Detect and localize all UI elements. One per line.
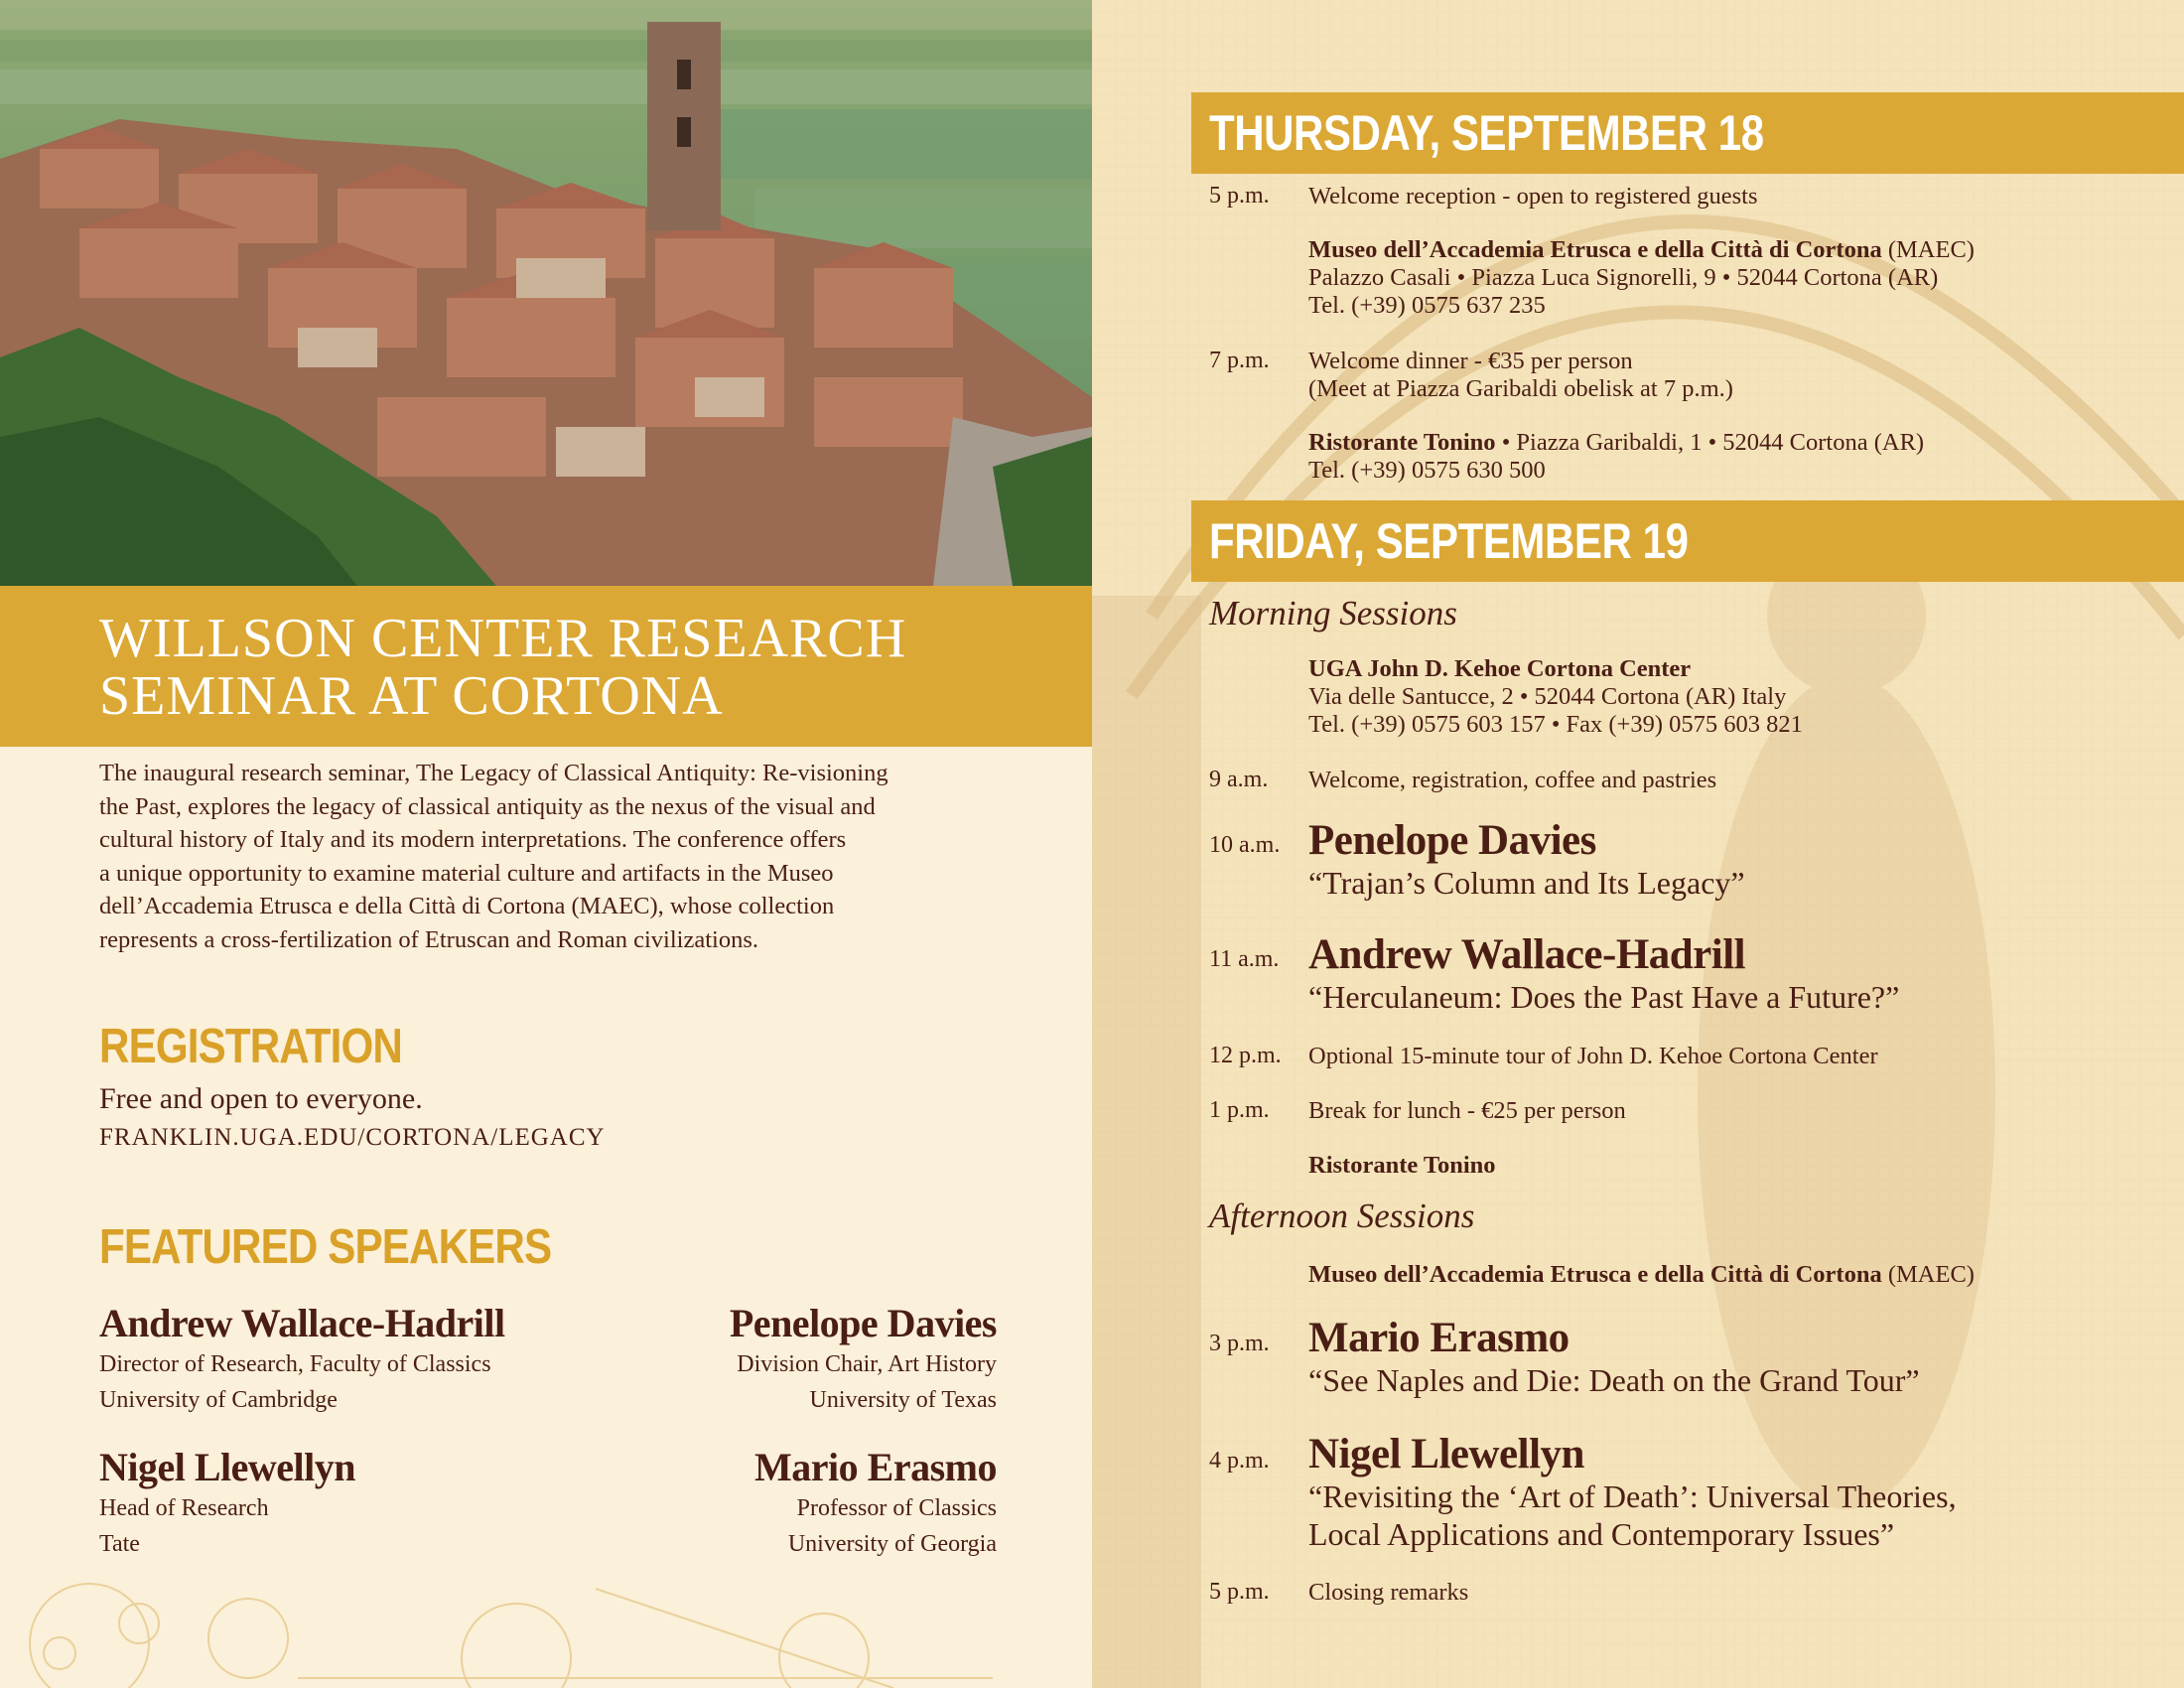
schedule-time: 12 p.m. bbox=[1209, 1043, 1282, 1068]
speaker-name: Andrew Wallace-Hadrill bbox=[99, 1301, 505, 1345]
schedule-time: 7 p.m. bbox=[1209, 348, 1270, 373]
schedule-time: 5 p.m. bbox=[1209, 183, 1270, 209]
friday-banner bbox=[1191, 500, 2184, 582]
morning-sessions-label: Morning Sessions bbox=[1209, 594, 1457, 633]
thursday-heading: THURSDAY, SEPTEMBER 18 bbox=[1209, 105, 1764, 161]
astronomical-sketch-decoration bbox=[0, 1529, 1092, 1688]
speaker-org: University of Texas bbox=[809, 1387, 997, 1413]
session-speaker: Nigel Llewellyn bbox=[1308, 1431, 1584, 1477]
schedule-event: Welcome dinner - €35 per person bbox=[1308, 348, 1633, 374]
venue-phone: Tel. (+39) 0575 637 235 bbox=[1308, 292, 1546, 319]
session-speaker: Mario Erasmo bbox=[1308, 1315, 1570, 1361]
speaker-org: University of Cambridge bbox=[99, 1387, 338, 1413]
speaker-role: Division Chair, Art History bbox=[737, 1351, 997, 1377]
speaker-org: Tate bbox=[99, 1531, 140, 1557]
registration-text: Free and open to everyone. bbox=[99, 1082, 423, 1115]
schedule-time: 10 a.m. bbox=[1209, 832, 1281, 858]
schedule-event: Optional 15-minute tour of John D. Kehoe Cortona Center bbox=[1308, 1043, 1878, 1069]
schedule-event: Welcome reception - open to registered guests bbox=[1308, 183, 1758, 210]
venue-phone: Tel. (+39) 0575 630 500 bbox=[1308, 457, 1546, 484]
thursday-banner bbox=[1191, 92, 2184, 174]
cortona-town-photo bbox=[0, 0, 1092, 586]
afternoon-sessions-label: Afternoon Sessions bbox=[1209, 1196, 1475, 1235]
speaker-name: Penelope Davies bbox=[729, 1301, 997, 1345]
session-talk-title: Local Applications and Contemporary Issues” bbox=[1308, 1516, 1895, 1552]
title-banner bbox=[0, 586, 1092, 747]
venue-address: Palazzo Casali • Piazza Luca Signorelli, 9 • 52044 Cortona (AR) bbox=[1308, 264, 1939, 291]
schedule-time: 5 p.m. bbox=[1209, 1579, 1270, 1605]
venue-line: Ristorante Tonino bbox=[1308, 1152, 1496, 1179]
venue-line: Ristorante Tonino • Piazza Garibaldi, 1 • 52044 Cortona (AR) bbox=[1308, 429, 1925, 456]
speaker-name: Nigel Llewellyn bbox=[99, 1445, 356, 1489]
friday-heading: FRIDAY, SEPTEMBER 19 bbox=[1209, 513, 1689, 569]
registration-url[interactable]: FRANKLIN.UGA.EDU/CORTONA/LEGACY bbox=[99, 1124, 606, 1151]
schedule-event-note: (Meet at Piazza Garibaldi obelisk at 7 p.m.) bbox=[1308, 375, 1733, 402]
session-talk-title: “See Naples and Die: Death on the Grand Tour” bbox=[1308, 1362, 1920, 1398]
schedule-time: 11 a.m. bbox=[1209, 946, 1280, 972]
session-talk-title: “Revisiting the ‘Art of Death’: Universal Theories, bbox=[1308, 1478, 1957, 1514]
featured-speakers-heading: FEATURED SPEAKERS bbox=[99, 1220, 552, 1274]
schedule-time: 1 p.m. bbox=[1209, 1097, 1270, 1123]
speaker-org: University of Georgia bbox=[787, 1531, 997, 1557]
registration-heading: REGISTRATION bbox=[99, 1020, 402, 1073]
speaker-role: Head of Research bbox=[99, 1495, 269, 1521]
schedule-event: Closing remarks bbox=[1308, 1579, 1469, 1606]
session-speaker: Andrew Wallace-Hadrill bbox=[1308, 931, 1746, 978]
speaker-card bbox=[99, 1301, 505, 1418]
speaker-card bbox=[730, 1301, 997, 1418]
session-talk-title: “Trajan’s Column and Its Legacy” bbox=[1308, 865, 1745, 901]
seminar-title: WILLSON CENTER RESEARCH SEMINAR AT CORTONA bbox=[99, 608, 907, 727]
venue-line: Museo dell’Accademia Etrusca e della Città di Cortona (MAEC) bbox=[1308, 1261, 1975, 1288]
schedule-time: 9 a.m. bbox=[1209, 767, 1269, 792]
schedule-time: 3 p.m. bbox=[1209, 1331, 1270, 1356]
schedule-event: Welcome, registration, coffee and pastries bbox=[1308, 767, 1717, 793]
speaker-role: Professor of Classics bbox=[796, 1495, 997, 1521]
venue-address: Via delle Santucce, 2 • 52044 Cortona (AR) Italy bbox=[1308, 683, 1787, 710]
intro-paragraph: The inaugural research seminar, The Legacy of Classical Antiquity: Re-visioning the Past, explores the legacy of classical antiquity as the nexus of the visual and cultural history of Italy and its modern interpretations. The conference offers a unique opportunity to examine material culture and artifacts in the Museo dell’Accademia Etrusca e della Città di Cortona (MAEC), whose collection represents a cross-fertilization of Etruscan and Roman civilizations. bbox=[99, 760, 888, 953]
venue-line: Museo dell’Accademia Etrusca e della Città di Cortona (MAEC) bbox=[1308, 236, 1975, 263]
session-speaker: Penelope Davies bbox=[1308, 817, 1596, 864]
speaker-role: Director of Research, Faculty of Classics bbox=[99, 1351, 491, 1377]
schedule-time: 4 p.m. bbox=[1209, 1448, 1270, 1474]
venue-phone: Tel. (+39) 0575 603 157 • Fax (+39) 0575 603 821 bbox=[1308, 711, 1803, 738]
session-talk-title: “Herculaneum: Does the Past Have a Future?” bbox=[1308, 979, 1900, 1015]
schedule-event: Break for lunch - €25 per person bbox=[1308, 1097, 1626, 1124]
speaker-name: Mario Erasmo bbox=[754, 1445, 997, 1489]
venue-line: UGA John D. Kehoe Cortona Center bbox=[1308, 655, 1692, 682]
